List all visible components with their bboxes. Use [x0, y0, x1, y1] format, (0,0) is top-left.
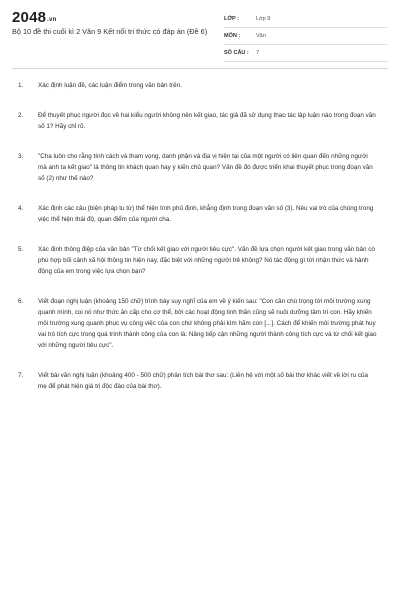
- question-text: Để thuyết phục người đọc về hai kiểu người không nên kết giao, tác giả đã sử dụng thao tác lập luận nào trong đoạn văn số 1? Hãy chỉ rõ.: [38, 112, 376, 130]
- question-item: [18, 110, 378, 132]
- question-text: Xác định luận đề, các luận điểm trong văn bản trên.: [38, 82, 182, 89]
- question-item: [18, 203, 378, 225]
- meta-value: Văn: [256, 33, 266, 39]
- question-item: [18, 244, 378, 277]
- meta-row-class: [224, 11, 388, 28]
- question-list: [18, 80, 378, 392]
- question-text: Viết bài văn nghị luận (khoảng 400 - 500 chữ) phân tích bài thơ sau: (Liên hệ với một số bài thơ khác viết về lời ru của mẹ để phát hiện giá trị độc đáo của bài thơ).: [38, 372, 369, 390]
- meta-value: 7: [256, 50, 260, 56]
- question-number: 7.: [18, 372, 24, 379]
- meta-label: LỚP :: [224, 16, 239, 22]
- question-text: Xác định các câu (biện pháp tu từ) thể hiện tính phủ định, khẳng định trong đoạn văn số (3). Nêu vai trò của chúng trong việc thể hiện thái độ, quan điểm của người cha.: [38, 205, 374, 223]
- meta-table: [224, 11, 388, 62]
- question-number: 3.: [18, 153, 24, 160]
- meta-label: SỐ CÂU :: [224, 50, 249, 56]
- meta-value: Lớp 9: [256, 16, 271, 22]
- question-item: [18, 296, 378, 351]
- meta-row-count: [224, 45, 388, 62]
- document-title: Bộ 10 đề thi cuối kì 2 Văn 9 Kết nối tri thức có đáp án (Đề 6): [12, 27, 208, 36]
- question-item: [18, 80, 378, 91]
- meta-row-subject: [224, 28, 388, 45]
- site-logo[interactable]: [12, 9, 56, 26]
- question-text: "Cha luôn cho rằng tính cách và tham vọng, danh phận và địa vị hiện tại của một người có liên quan đến những người mà anh ta kết giao" là thông tin khách quan hay ý kiến chủ quan? Vấn đề đó được triển khai thuyết phục trong đoạn văn số (2) như thế nào?: [38, 153, 373, 182]
- question-number: 1.: [18, 82, 24, 89]
- question-number: 2.: [18, 112, 24, 119]
- question-text: Xác định thông điệp của văn bản "Từ chối kết giao với người tiêu cực". Vấn đề lựa chọn người kết giao trong văn bản có phù hợp bối cảnh xã hội thông tin hiện nay, đặc biệt với những người trẻ không? Nó tác động gì tới nhận thức và hành động của em trong việc lựa chọn bạn?: [38, 246, 375, 275]
- logo-suffix: .vn: [47, 17, 57, 23]
- meta-label: MÔN :: [224, 33, 241, 39]
- question-number: 4.: [18, 205, 24, 212]
- question-text: Viết đoạn nghị luận (khoảng 150 chữ) trình bày suy nghĩ của em về ý kiến sau: "Con cần chú trọng tới môi trường xung quanh mình, coi nó như thức ăn cấp cho cơ thể, bởi các hoạt động tinh thần cũng sẽ nuôi dưỡng tâm trí con. Hãy khiến môi trường xung quanh phục vụ công việc của con chứ không phải kìm hãm con [...]. Cách để khiến môi trường phát huy vai trò tích cực trong quá trình thành công của con là: Nâng tiếp cận những người thành công tích cực và từ chối kết giao với những người tiêu cực".: [38, 298, 377, 349]
- logo-text: 2048: [12, 9, 47, 26]
- question-item: [18, 370, 378, 392]
- question-number: 6.: [18, 298, 24, 305]
- question-number: 5.: [18, 246, 24, 253]
- document-header: [0, 0, 400, 60]
- header-divider: [12, 68, 388, 69]
- question-item: [18, 151, 378, 184]
